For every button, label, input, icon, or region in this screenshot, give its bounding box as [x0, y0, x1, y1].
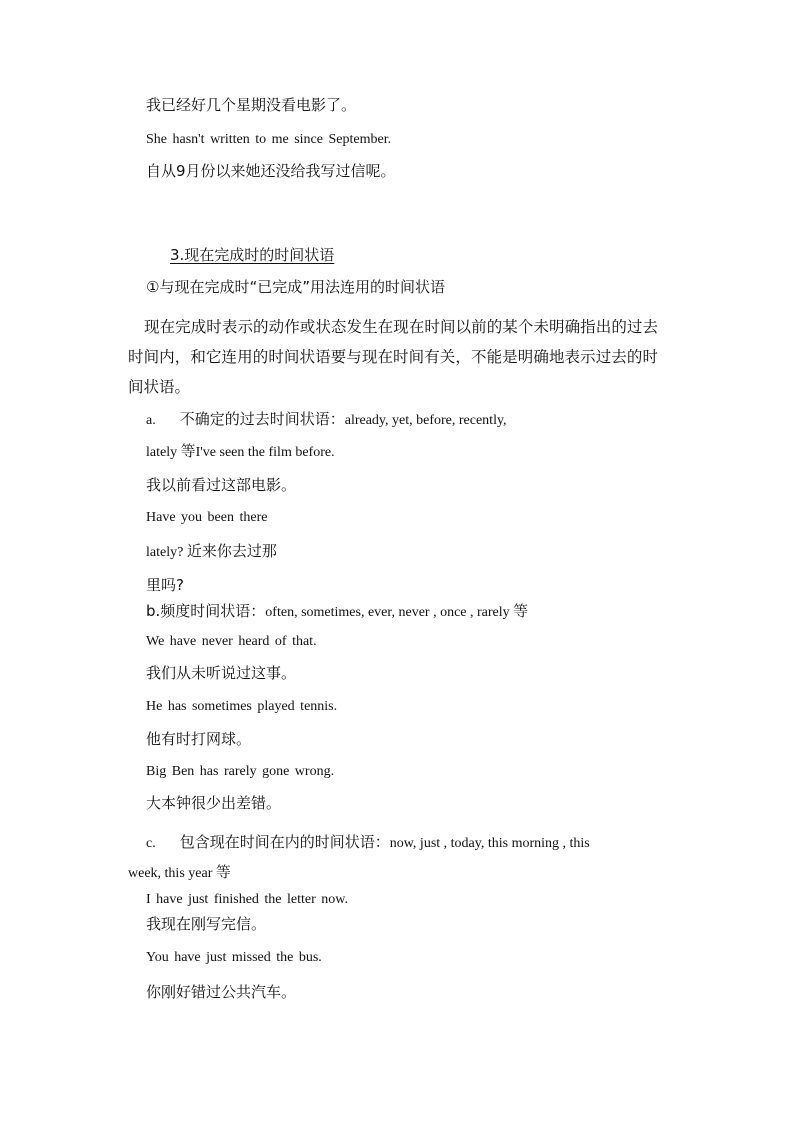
item-a-line-2 [146, 442, 335, 462]
item-a-example2-line [146, 542, 277, 562]
item-a-example2-en-cont: lately? [146, 545, 187, 560]
item-a-label: 不确定的过去时间状语： [179, 410, 345, 428]
item-a-example-zh: 我以前看过这部电影。 [146, 476, 297, 494]
item-b-example1-zh: 我们从未听说过这事。 [146, 664, 297, 682]
item-b-example3-zh: 大本钟很少出差错。 [146, 794, 282, 812]
item-a-line [146, 410, 507, 430]
item-a-terms: already, yet, before, recently, [344, 413, 507, 428]
example-en-september: She hasn't written to me since September. [146, 132, 392, 147]
explanation-paragraph: 现在完成时表示的动作或状态发生在现在时间以前的某个未明确指出的过去时间内，和它连用的时间状语要与现在时间有关，不能是明确地表示过去的时间状语。 [128, 318, 658, 396]
item-c-example2-en: You have just missed the bus. [146, 950, 322, 965]
item-a-marker: a. [146, 413, 156, 428]
item-b-line [146, 602, 528, 622]
section-heading: 3.现在完成时的时间状语 [170, 246, 335, 264]
item-c-marker: c. [146, 836, 156, 851]
item-c-example1-zh: 我现在刚写完信。 [146, 915, 267, 933]
item-c-example1-en: I have just finished the letter now. [146, 892, 348, 907]
item-c-etc: 等 [215, 863, 231, 881]
item-a-example2-zh-cont: 里吗? [146, 576, 184, 594]
item-b-example3-en: Big Ben has rarely gone wrong. [146, 764, 335, 779]
item-c-line-2 [128, 863, 231, 883]
item-c-terms: now, just , today, this morning , this [389, 836, 590, 851]
item-a-example2-zh: 近来你去过那 [186, 542, 277, 560]
item-c-label: 包含现在时间在内的时间状语： [179, 833, 390, 851]
item-c-example2-zh: 你刚好错过公共汽车。 [146, 983, 297, 1001]
item-c-terms-cont: week, this year [128, 866, 216, 881]
item-a-etc: 等 [180, 442, 196, 460]
example-zh-september: 自从9月份以来她还没给我写过信呢。 [146, 162, 396, 180]
item-b-example2-en: He has sometimes played tennis. [146, 699, 338, 714]
item-b-terms: often, sometimes, ever, never , once , rarely [265, 605, 514, 620]
example-zh-movies: 我已经好几个星期没看电影了。 [146, 96, 357, 114]
item-b-label: b.频度时间状语： [146, 602, 266, 620]
item-b-example1-en: We have never heard of that. [146, 634, 317, 649]
subheading-1: ①与现在完成时“已完成”用法连用的时间状语 [146, 278, 445, 296]
item-c-line [146, 833, 590, 853]
item-a-terms-cont: lately [146, 445, 181, 460]
item-a-example-en: I've seen the film before. [195, 445, 335, 460]
item-b-example2-zh: 他有时打网球。 [146, 730, 252, 748]
item-a-example2-en: Have you been there [146, 510, 268, 525]
item-b-etc: 等 [513, 602, 529, 620]
